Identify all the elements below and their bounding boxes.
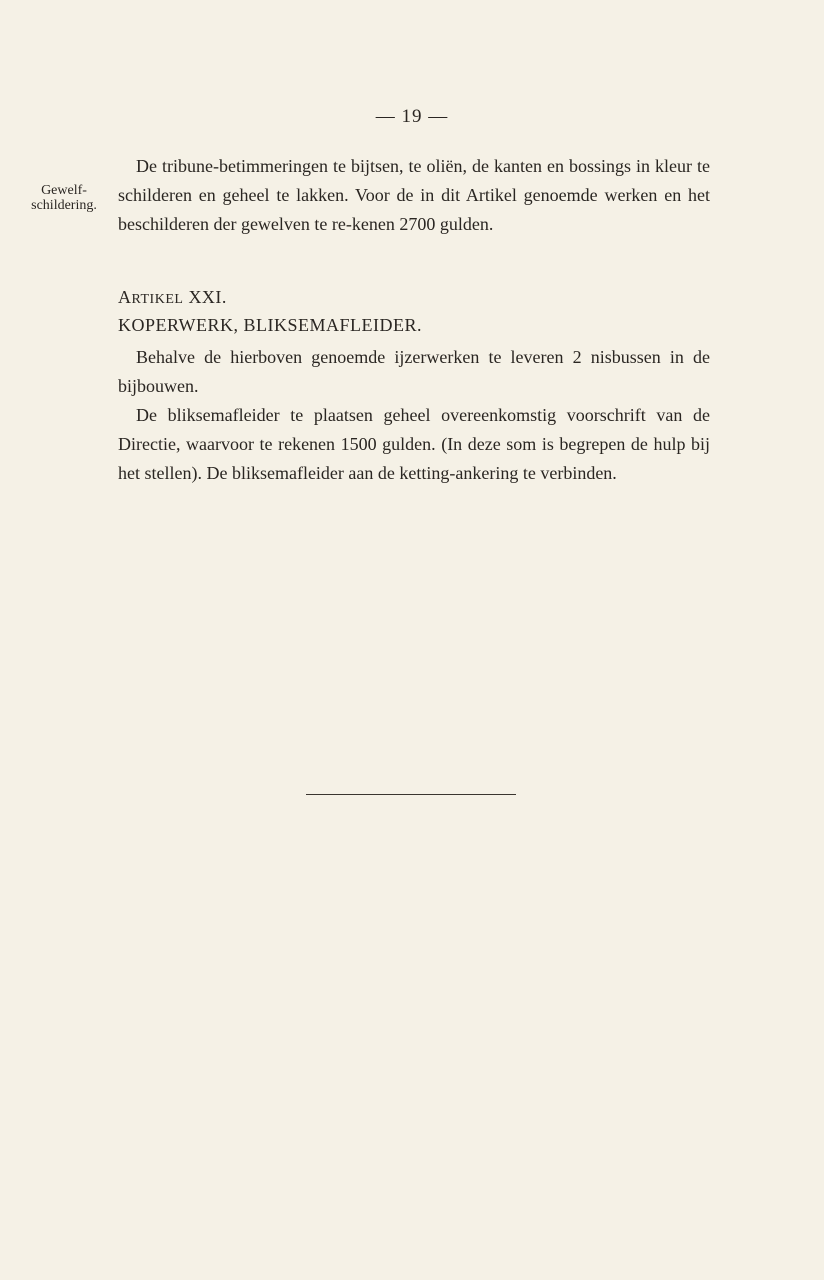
page-number: — 19 — — [375, 106, 449, 127]
body-text-block-1 — [118, 152, 710, 239]
article-label-rest: RTIKEL — [131, 292, 184, 307]
paragraph: De bliksemafleider te plaatsen geheel overeenkomstig voorschrift van de Directie, waarvoor te rekenen 1500 gulden. (In deze som is begrepen de hulp bij het stellen). De bliksemafleider aan de ketting-ankering te verbinden. — [118, 405, 710, 483]
body-text-block-2 — [118, 343, 710, 488]
article-number: XXI. — [188, 287, 227, 307]
margin-note-line-1: Gewelf- — [41, 183, 87, 198]
paragraph: Behalve de hierboven genoemde ijzerwerken te leveren 2 nisbussen in de bijbouwen. — [118, 347, 710, 396]
horizontal-rule — [306, 794, 516, 795]
article-label-initial: A — [118, 287, 132, 307]
section-title: KOPERWERK, BLIKSEMAFLEIDER. — [118, 315, 423, 335]
margin-note-line-2: schildering. — [31, 198, 97, 213]
margin-note — [14, 183, 114, 213]
paragraph: De tribune-betimmeringen te bijtsen, te oliën, de kanten en bossings in kleur te schilderen en geheel te lakken. Voor de in dit Artikel genoemde werken en het beschilderen der gewelven te re-kenen 2700 gulden. — [118, 156, 710, 234]
article-heading — [118, 287, 227, 308]
